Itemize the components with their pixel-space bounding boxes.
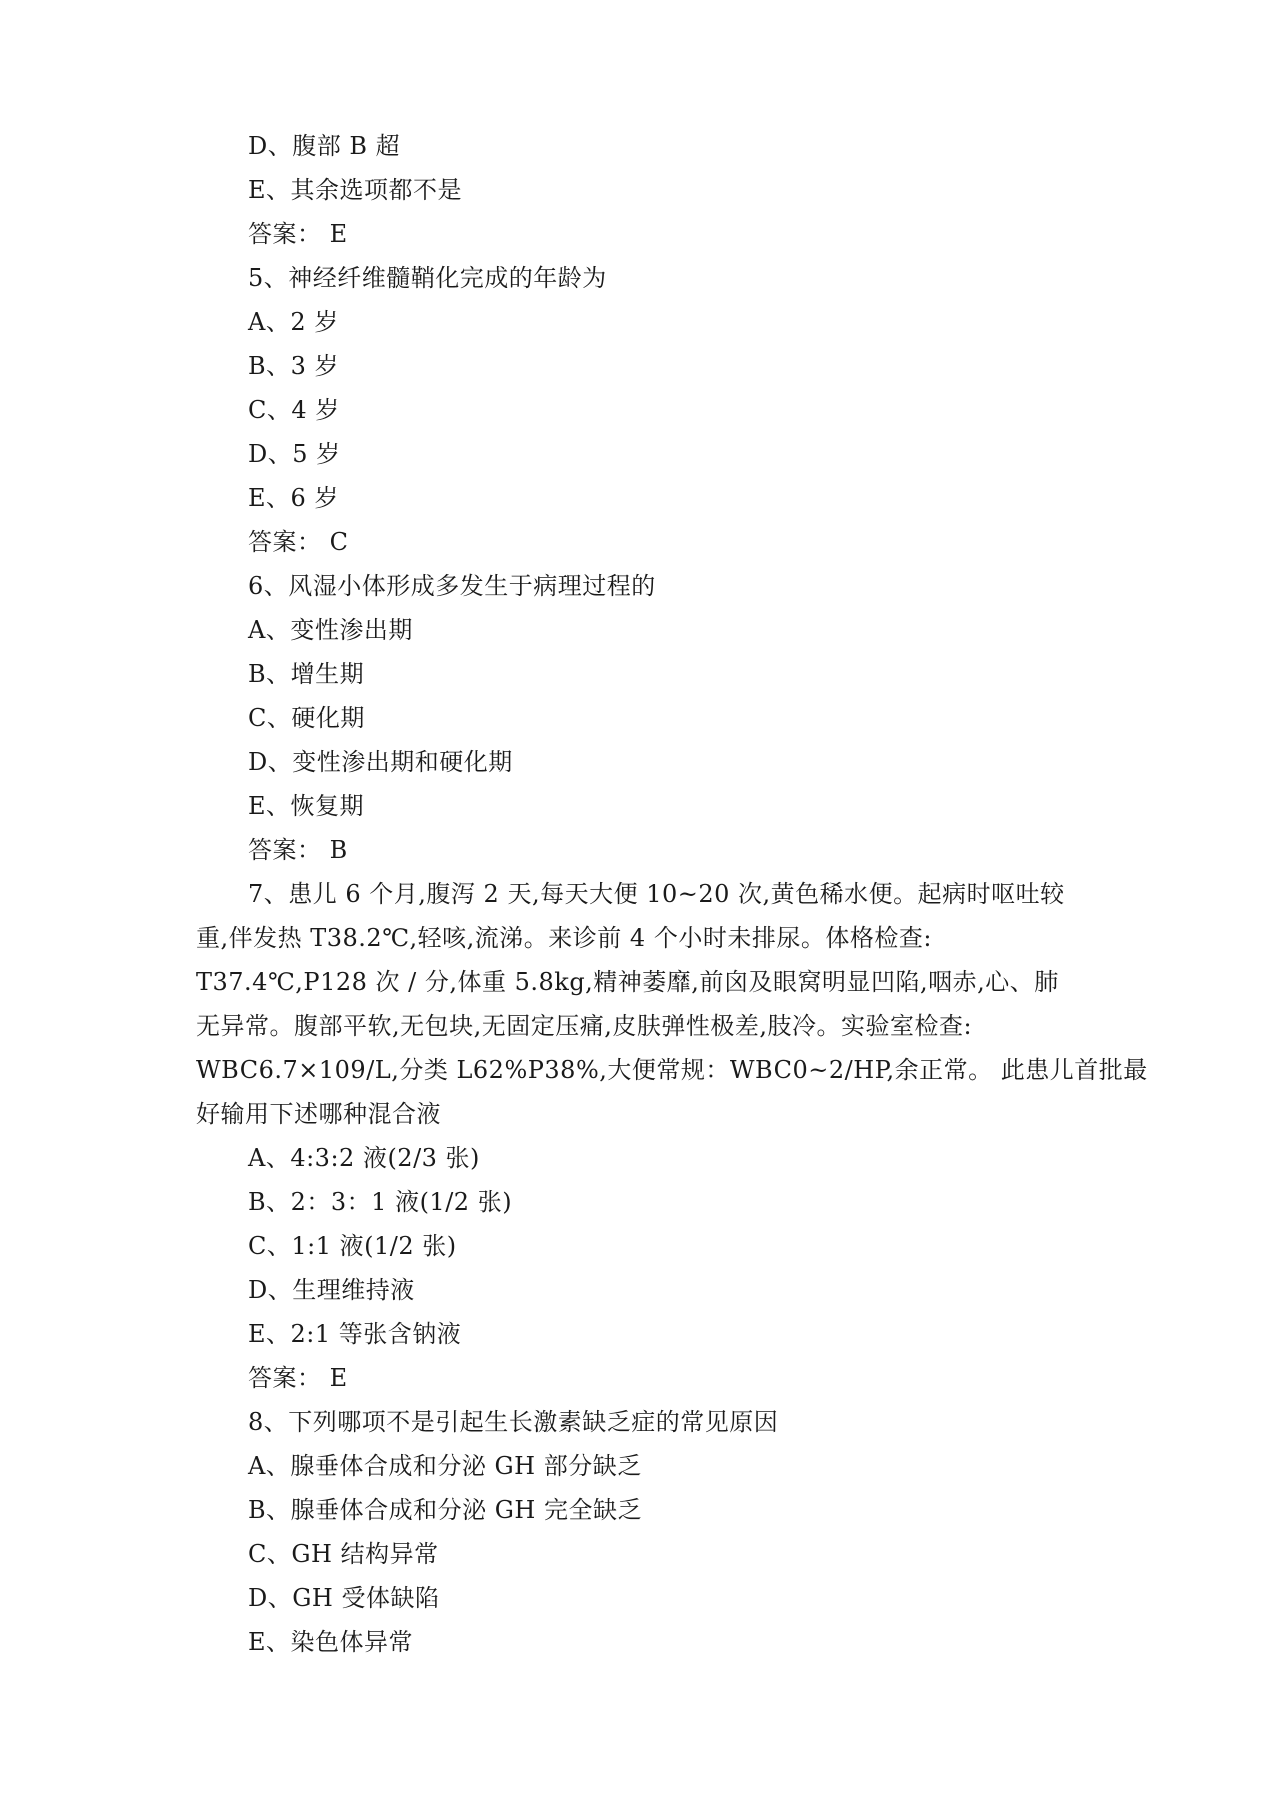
q7-option-b: B、2：3：1 液(1/2 张) — [248, 1188, 513, 1216]
q5-option-d: D、5 岁 — [248, 440, 341, 468]
q7-option-e: E、2:1 等张含钠液 — [248, 1320, 462, 1348]
q7-answer: 答案： E — [248, 1364, 348, 1392]
q7-stem-line-4: 无异常。腹部平软,无包块,无固定压痛,皮肤弹性极差,肢冷。实验室检查: — [196, 1012, 973, 1040]
q8-option-d: D、GH 受体缺陷 — [248, 1584, 440, 1612]
q8-option-e: E、染色体异常 — [248, 1628, 414, 1656]
q7-stem-line-3: T37.4℃,P128 次 / 分,体重 5.8kg,精神萎靡,前囟及眼窝明显凹陷,咽赤,心、肺 — [196, 968, 1059, 996]
q8-option-a: A、腺垂体合成和分泌 GH 部分缺乏 — [248, 1452, 642, 1480]
q5-option-b: B、3 岁 — [248, 352, 340, 380]
q4-answer: 答案： E — [248, 220, 348, 248]
q5-option-a: A、2 岁 — [248, 308, 339, 336]
q7-option-a: A、4:3:2 液(2/3 张) — [248, 1144, 480, 1172]
q6-option-a: A、变性渗出期 — [248, 616, 413, 644]
q8-option-c: C、GH 结构异常 — [248, 1540, 439, 1568]
q4-option-d: D、腹部 B 超 — [248, 132, 401, 160]
q6-option-b: B、增生期 — [248, 660, 365, 688]
q6-stem: 6、风湿小体形成多发生于病理过程的 — [248, 572, 656, 600]
q5-answer: 答案： C — [248, 528, 349, 556]
q7-stem-line-2: 重,伴发热 T38.2℃,轻咳,流涕。来诊前 4 个小时未排尿。体格检查: — [196, 924, 932, 952]
q7-stem-line-5: WBC6.7×109/L,分类 L62%P38%,大便常规：WBC0~2/HP,余正常。 此患儿首批最 — [196, 1056, 1148, 1084]
q6-option-d: D、变性渗出期和硬化期 — [248, 748, 513, 776]
q7-option-c: C、1:1 液(1/2 张) — [248, 1232, 457, 1260]
q5-option-e: E、6 岁 — [248, 484, 339, 512]
q8-option-b: B、腺垂体合成和分泌 GH 完全缺乏 — [248, 1496, 642, 1524]
q8-stem: 8、下列哪项不是引起生长激素缺乏症的常见原因 — [248, 1408, 779, 1436]
q5-option-c: C、4 岁 — [248, 396, 340, 424]
q7-stem-line-6: 好输用下述哪种混合液 — [196, 1100, 441, 1128]
q6-option-e: E、恢复期 — [248, 792, 365, 820]
q7-stem-line-1: 7、患儿 6 个月,腹泻 2 天,每天大便 10~20 次,黄色稀水便。起病时呕吐较 — [248, 880, 1065, 908]
q6-answer: 答案： B — [248, 836, 348, 864]
q4-option-e: E、其余选项都不是 — [248, 176, 463, 204]
q7-option-d: D、生理维持液 — [248, 1276, 415, 1304]
q5-stem: 5、神经纤维髓鞘化完成的年龄为 — [248, 264, 607, 292]
q6-option-c: C、硬化期 — [248, 704, 365, 732]
